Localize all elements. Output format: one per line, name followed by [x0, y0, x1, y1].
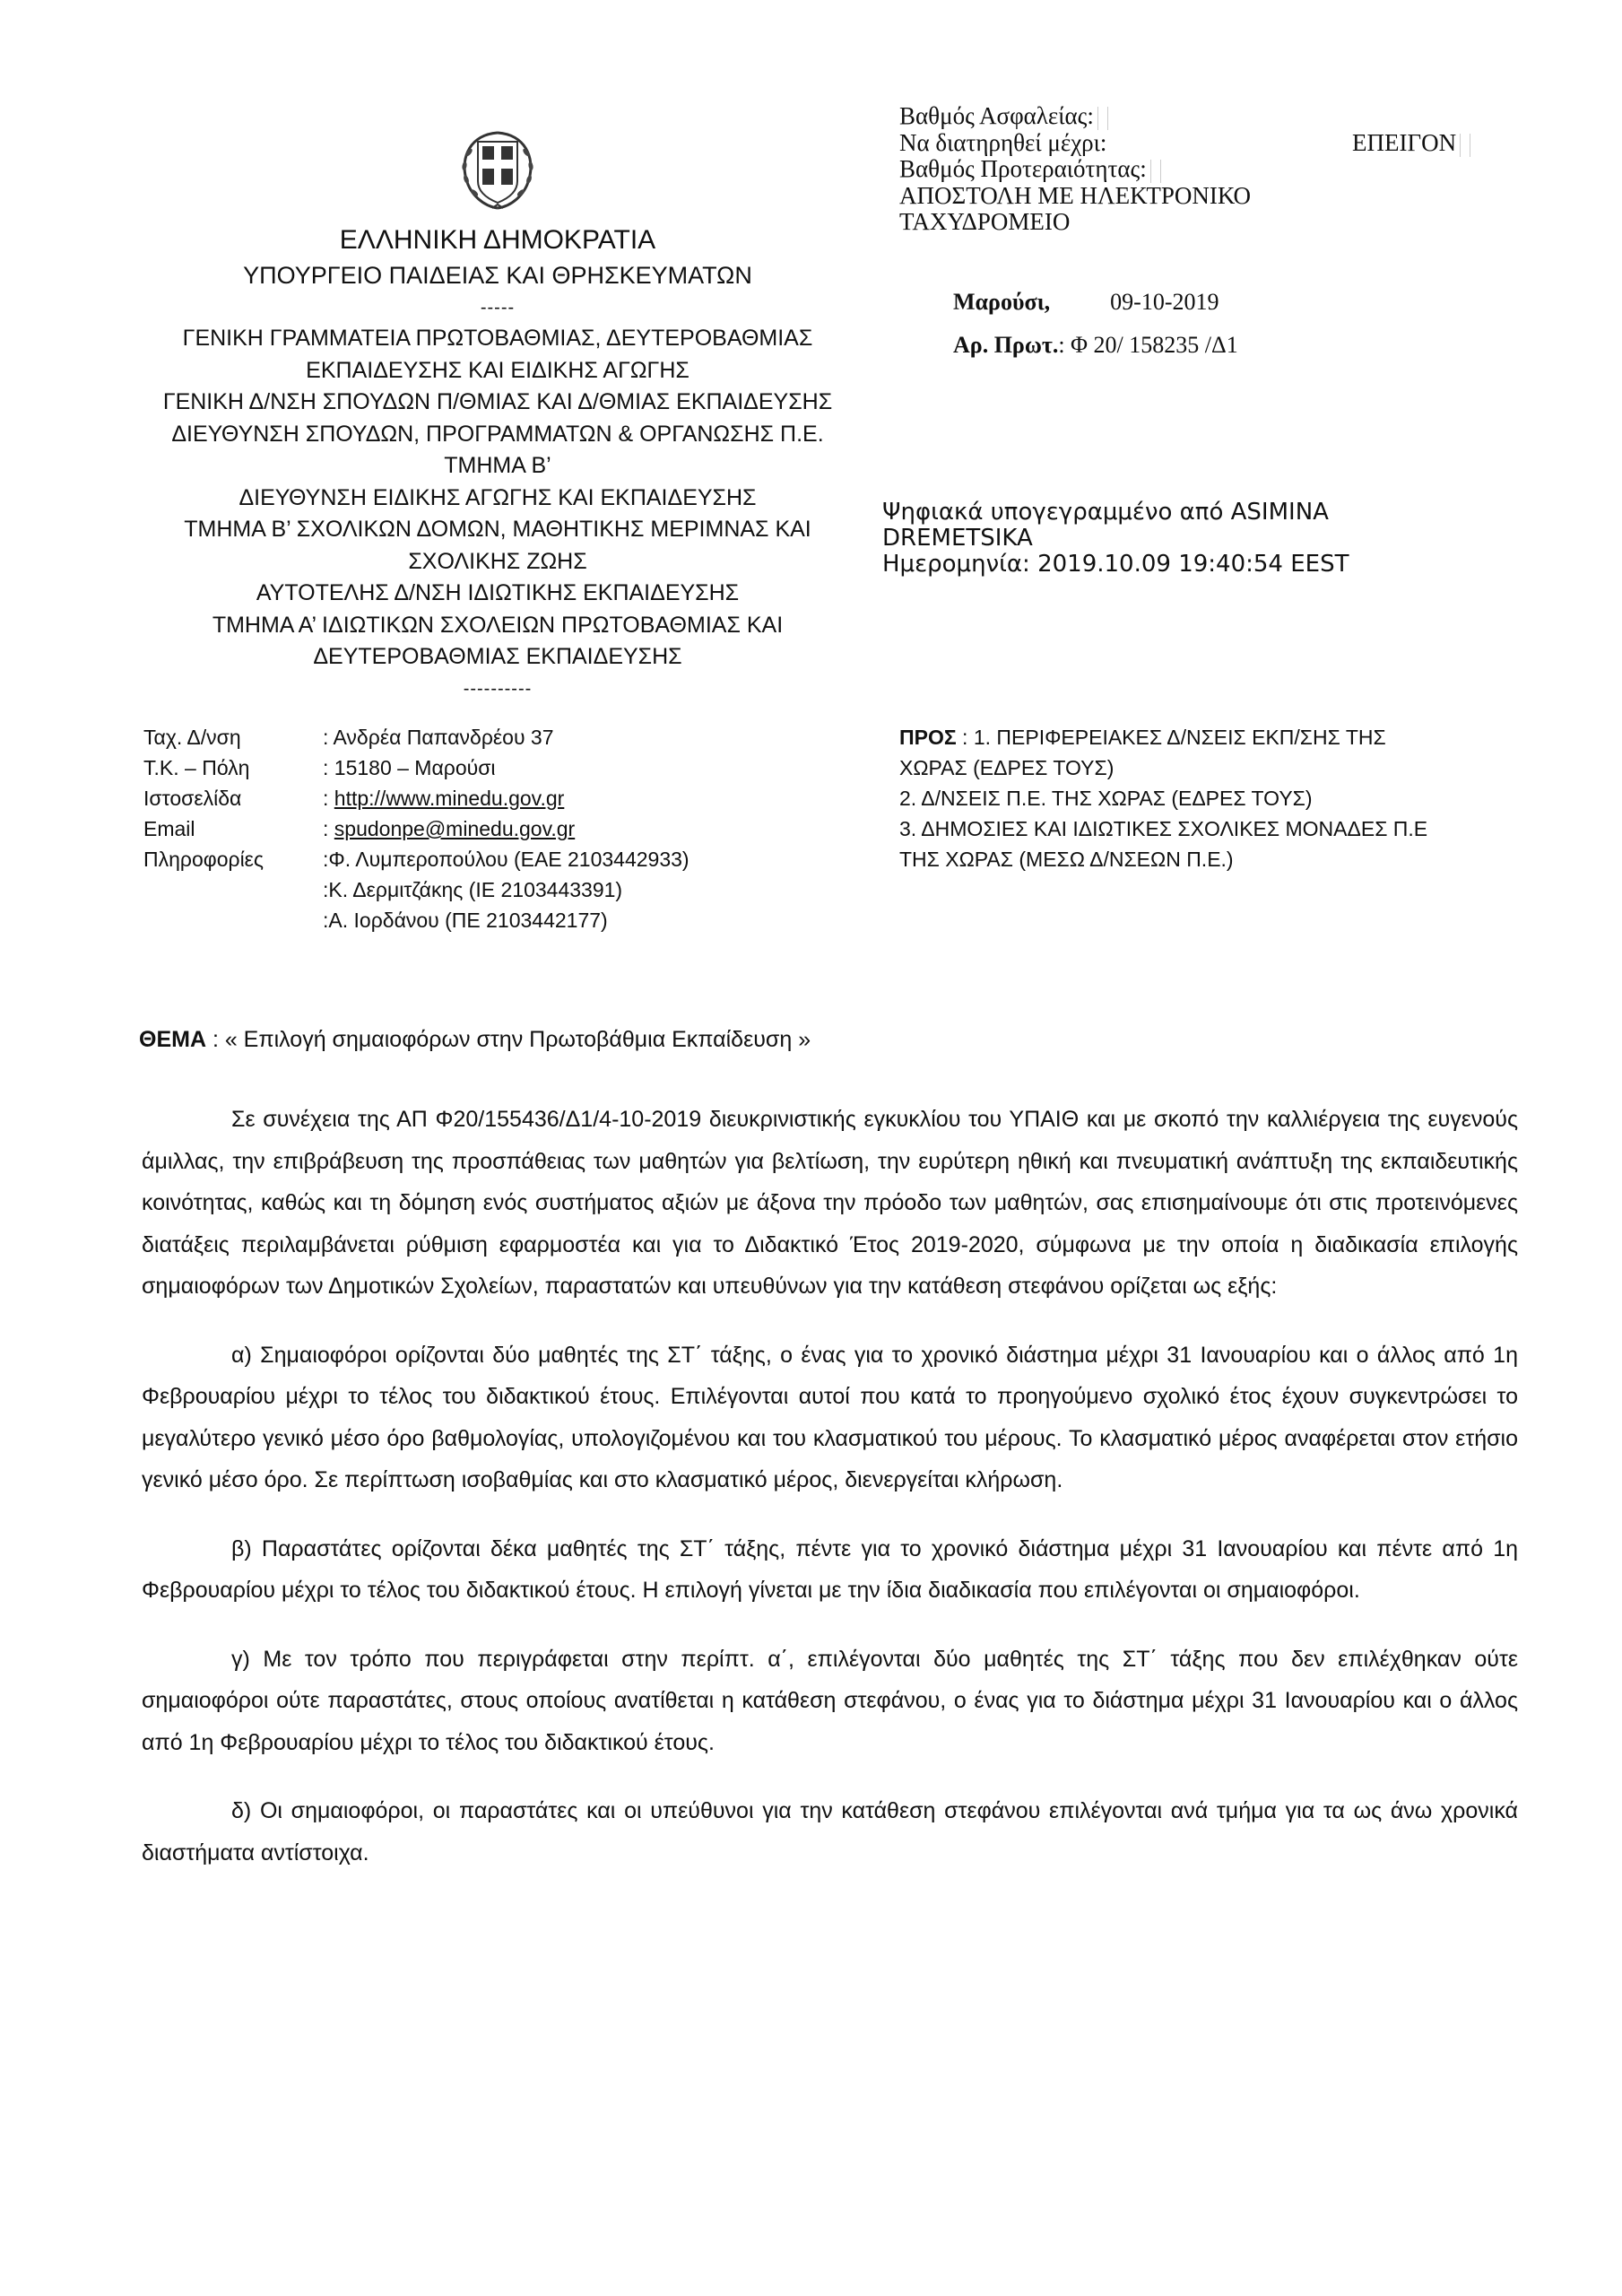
- delivery-method: ΤΑΧΥΔΡΟΜΕΙΟ: [899, 207, 1071, 235]
- contact-row: Email : spudonpe@minedu.gov.gr: [143, 813, 690, 844]
- contact-row: [143, 844, 690, 874]
- protocol-label: Αρ. Πρωτ.: [953, 332, 1059, 358]
- recipients: [899, 722, 1509, 874]
- contact-person: :Α. Ιορδάνου (ΠΕ 2103442177): [323, 909, 608, 932]
- body-paragraph: Σε συνέχεια της ΑΠ Φ20/155436/Δ1/4-10-2019 διευκρινιστικής εγκυκλίου του ΥΠΑΙΘ και με σκοπό την καλλιέργεια της ευγενούς άμιλλας, την επιβράβευση της προσπάθειας των μαθητών για βελτίωση, την ευρύτερη ηθική και πνευματική ανάπτυξη της εκπαιδευτικής κοινότητας, καθώς και τη δόμηση ενός συστήματος αξιών με άξονα την πρόοδο των μαθητών, σας επισημαίνουμε ότι στις προτεινόμενες διατάξεις περιλαμβάνεται ρύθμιση εφαρμοστέα και για το Διδακτικό Έτος 2019-2020, σύμφωνα με την οποία η διαδικασία επιλογής σημαιοφόρων των Δημοτικών Σχολείων, παραστατών και υπευθύνων για την κατάθεση στεφάνου ορίζεται ως εξής:: [142, 1107, 1518, 1299]
- greek-coat-of-arms-icon: [453, 126, 542, 215]
- body-paragraph: β) Παραστάτες ορίζονται δέκα μαθητές της ΣΤ΄ τάξης, πέντε για το χρονικό διάστημα μέχρι 31 Ιανουαρίου και πέντε από 1η Φεβρουαρίου μέχρι το τέλος του διδακτικού έτους. Η επιλογή γίνεται με την ίδια διαδικασία που επιλέγονται οι σημαιοφόροι.: [142, 1535, 1518, 1603]
- retain-until-label: Να διατηρηθεί μέχρι:: [899, 128, 1107, 156]
- recipient-line: : 1. ΠΕΡΙΦΕΡΕΙΑΚΕΣ Δ/ΝΣΕΙΣ ΕΚΠ/ΣΗΣ ΤΗΣ: [956, 726, 1386, 749]
- department-line: ΔΙΕΥΘΥΝΣΗ ΣΠΟΥΔΩΝ, ΠΡΟΓΡΑΜΜΑΤΩΝ & ΟΡΓΑΝΩΣΗΣ Π.Ε.: [171, 421, 824, 447]
- issuer-header: [152, 126, 843, 704]
- contact-person: :Κ. Δερμιτζάκης (ΙΕ 2103443391): [323, 878, 623, 901]
- signature-line: DREMETSIKA: [882, 525, 1033, 552]
- date: 09-10-2019: [1110, 289, 1219, 315]
- classification-block: [899, 103, 1473, 235]
- website-link[interactable]: http://www.minedu.gov.gr: [334, 787, 565, 810]
- contact-label: Ταχ. Δ/νση: [143, 726, 241, 749]
- urgency-value: ΕΠΕΙΓΟΝ: [1352, 130, 1470, 157]
- priority-label: Βαθμός Προτεραιότητας:: [899, 154, 1147, 182]
- recipient-line: ΤΗΣ ΧΩΡΑΣ (ΜΕΣΩ Δ/ΝΣΕΩΝ Π.Ε.): [899, 848, 1234, 871]
- security-level-label: Βαθμός Ασφαλείας:: [899, 102, 1094, 129]
- department-line: ΓΕΝΙΚΗ Δ/ΝΣΗ ΣΠΟΥΔΩΝ Π/ΘΜΙΑΣ ΚΑΙ Δ/ΘΜΙΑΣ ΕΚΠΑΙΔΕΥΣΗΣ: [162, 389, 833, 414]
- department-line: ΕΚΠΑΙΔΕΥΣΗΣ ΚΑΙ ΕΙΔΙΚΗΣ ΑΓΩΓΗΣ: [306, 357, 690, 383]
- recipient-line: 3. ΔΗΜΟΣΙΕΣ ΚΑΙ ΙΔΙΩΤΙΚΕΣ ΣΧΟΛΙΚΕΣ ΜΟΝΑΔΕΣ Π.Ε: [899, 817, 1428, 840]
- contact-row: [143, 722, 690, 752]
- department-line: ΣΧΟΛΙΚΗΣ ΖΩΗΣ: [408, 548, 587, 574]
- separator: -----: [480, 298, 516, 317]
- contact-details: [143, 722, 690, 935]
- signature-date: Ημερομηνία: 2019.10.09 19:40:54 EEST: [882, 551, 1349, 578]
- subject-line: [139, 1027, 811, 1053]
- subject-text: : « Επιλογή σημαιοφόρων στην Πρωτοβάθμια Εκπαίδευση »: [206, 1027, 811, 1052]
- contact-value: : Ανδρέα Παπανδρέου 37: [323, 726, 554, 749]
- recipient-line: ΧΩΡΑΣ (ΕΔΡΕΣ ΤΟΥΣ): [899, 756, 1115, 779]
- department-line: ΤΜΗΜΑ Β’: [444, 453, 551, 478]
- body-paragraph: δ) Οι σημαιοφόροι, οι παραστάτες και οι υπεύθυνοι για την κατάθεση στεφάνου επιλέγονται ανά τμήμα για τα ως άνω χρονικά διαστήματα αντίστοιχα.: [142, 1798, 1518, 1866]
- contact-label: Πληροφορίες: [143, 848, 265, 871]
- recipient-line: 2. Δ/ΝΣΕΙΣ Π.Ε. ΤΗΣ ΧΩΡΑΣ (ΕΔΡΕΣ ΤΟΥΣ): [899, 787, 1313, 810]
- contact-row: [143, 905, 690, 935]
- department-line: ΑΥΤΟΤΕΛΗΣ Δ/ΝΣΗ ΙΔΙΩΤΙΚΗΣ ΕΚΠΑΙΔΕΥΣΗΣ: [256, 580, 740, 605]
- priority-field: [1150, 160, 1161, 183]
- body-paragraph: α) Σημαιοφόροι ορίζονται δύο μαθητές της ΣΤ΄ τάξης, ο ένας για το χρονικό διάστημα μέχρι 31 Ιανουαρίου και ο άλλος από 1η Φεβρουαρίου μέχρι το τέλος του διδακτικού έτους. Επιλέγονται αυτοί που κατά το προηγούμενο σχολικό έτος έχουν συγκεντρώσει το μεγαλύτερο γενικό μέσο όρο βαθμολογίας, υπολογιζομένου και του κλασματικού του μέρους. Το κλασματικό μέρος αναφέρεται στον ετήσιο γενικό μέσο όρο. Σε περίπτωση ισοβαθμίας και στο κλασματικό μέρος, διενεργείται κλήρωση.: [142, 1342, 1518, 1492]
- contact-value: : 15180 – Μαρούσι: [323, 756, 496, 779]
- contact-row: Ιστοσελίδα : http://www.minedu.gov.gr: [143, 783, 690, 813]
- document-body: [142, 1099, 1518, 1900]
- place-and-date: [953, 289, 1219, 316]
- contact-row: [143, 874, 690, 905]
- republic-title: ΕΛΛΗΝΙΚΗ ΔΗΜΟΚΡΑΤΙΑ: [339, 225, 656, 255]
- subject-label: ΘΕΜΑ: [139, 1027, 206, 1052]
- body-paragraph: γ) Με τον τρόπο που περιγράφεται στην περίπτ. α΄, επιλέγονται δύο μαθητές της ΣΤ΄ τάξης που δεν επιλέχθηκαν ούτε σημαιοφόροι ούτε παραστάτες, στους οποίους ανατίθεται η κατάθεση στεφάνου, ο ένας για το διάστημα μέχρι 31 Ιανουαρίου και ο άλλος από 1η Φεβρουαρίου μέχρι το τέλος του διδακτικού έτους.: [142, 1646, 1518, 1755]
- contact-label: Τ.Κ. – Πόλη: [143, 756, 250, 779]
- ministry-name: ΥΠΟΥΡΓΕΙΟ ΠΑΙΔΕΙΑΣ ΚΑΙ ΘΡΗΣΚΕΥΜΑΤΩΝ: [243, 262, 752, 289]
- email-link[interactable]: spudonpe@minedu.gov.gr: [334, 817, 576, 840]
- contact-label: [143, 874, 323, 905]
- delivery-method: ΑΠΟΣΤΟΛΗ ΜΕ ΗΛΕΚΤΡΟΝΙΚΟ: [899, 181, 1252, 209]
- signature-line: Ψηφιακά υπογεγραμμένο από ASIMINA: [882, 499, 1329, 526]
- recipients-label: ΠΡΟΣ: [899, 726, 957, 749]
- department-line: ΤΜΗΜΑ Α’ ΙΔΙΩΤΙΚΩΝ ΣΧΟΛΕΙΩΝ ΠΡΩΤΟΒΑΘΜΙΑΣ ΚΑΙ: [212, 612, 784, 638]
- department-line: ΤΜΗΜΑ Β’ ΣΧΟΛΙΚΩΝ ΔΟΜΩΝ, ΜΑΘΗΤΙΚΗΣ ΜΕΡΙΜΝΑΣ ΚΑΙ: [184, 517, 811, 542]
- separator: ----------: [463, 678, 533, 699]
- contact-label: Ιστοσελίδα: [143, 787, 242, 810]
- contact-row: [143, 752, 690, 783]
- contact-person: :Φ. Λυμπεροπούλου (ΕΑΕ 2103442933): [323, 848, 690, 871]
- contact-label: Email: [143, 817, 195, 840]
- department-line: ΔΙΕΥΘΥΝΣΗ ΕΙΔΙΚΗΣ ΑΓΩΓΗΣ ΚΑΙ ΕΚΠΑΙΔΕΥΣΗΣ: [239, 484, 757, 510]
- place: Μαρούσι,: [953, 289, 1051, 315]
- protocol-value: : Φ 20/ 158235 /Δ1: [1058, 332, 1238, 358]
- protocol-number: [953, 332, 1238, 359]
- department-line: ΔΕΥΤΕΡΟΒΑΘΜΙΑΣ ΕΚΠΑΙΔΕΥΣΗΣ: [313, 644, 682, 669]
- department-line: ΓΕΝΙΚΗ ΓΡΑΜΜΑΤΕΙΑ ΠΡΩΤΟΒΑΘΜΙΑΣ, ΔΕΥΤΕΡΟΒΑΘΜΙΑΣ: [182, 326, 813, 351]
- contact-label: [143, 905, 323, 935]
- digital-signature: [882, 500, 1349, 578]
- security-level-field: [1097, 107, 1108, 130]
